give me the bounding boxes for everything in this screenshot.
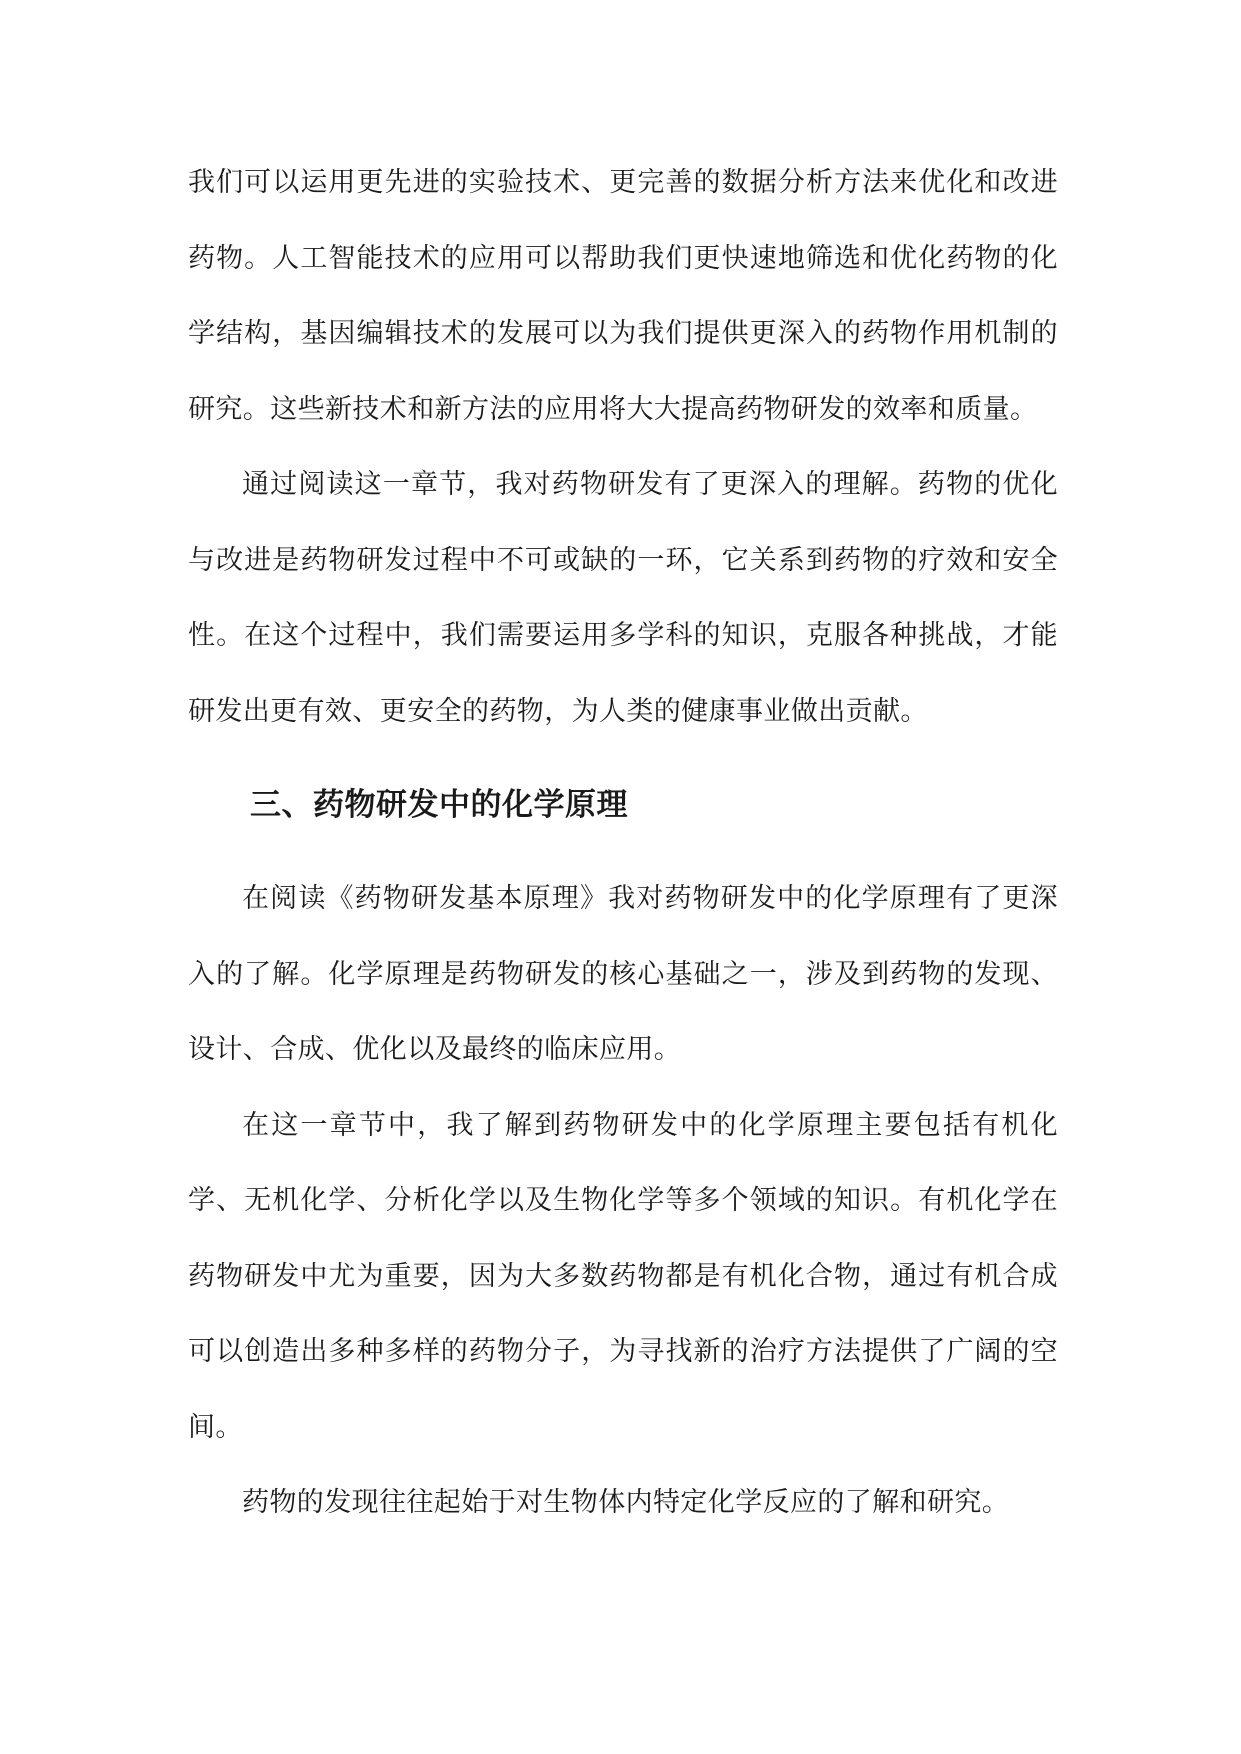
paragraph-chapter-summary: 通过阅读这一章节，我对药物研发有了更深入的理解。药物的优化与改进是药物研发过程中不可或缺的一环，它关系到药物的疗效和安全性。在这个过程中，我们需要运用多学科的知识，克服各种挑战，才能研发出更有效、更安全的药物，为人类的健康事业做出贡献。 [188, 469, 1058, 727]
document-body [188, 145, 1058, 1541]
section-heading: 三、药物研发中的化学原理 [250, 787, 628, 823]
paragraph-chemistry-fields: 在这一章节中，我了解到药物研发中的化学原理主要包括有机化学、无机化学、分析化学以及生物化学等多个领域的知识。有机化学在药物研发中尤为重要，因为大多数药物都是有机化合物，通过有机合成可以创造出多种多样的药物分子，为寻找新的治疗方法提供了广阔的空间。 [188, 1109, 1058, 1443]
paragraph-chemistry-intro: 在阅读《药物研发基本原理》我对药物研发中的化学原理有了更深入的了解。化学原理是药物研发的核心基础之一，涉及到药物的发现、设计、合成、优化以及最终的临床应用。 [188, 883, 1058, 1065]
paragraph-drug-discovery: 药物的发现往往起始于对生物体内特定化学反应的了解和研究。 [242, 1487, 1010, 1518]
paragraph-continuation: 我们可以运用更先进的实验技术、更完善的数据分析方法来优化和改进药物。人工智能技术的应用可以帮助我们更快速地筛选和优化药物的化学结构，基因编辑技术的发展可以为我们提供更深入的药物作用机制的研究。这些新技术和新方法的应用将大大提高药物研发的效率和质量。 [188, 167, 1058, 425]
